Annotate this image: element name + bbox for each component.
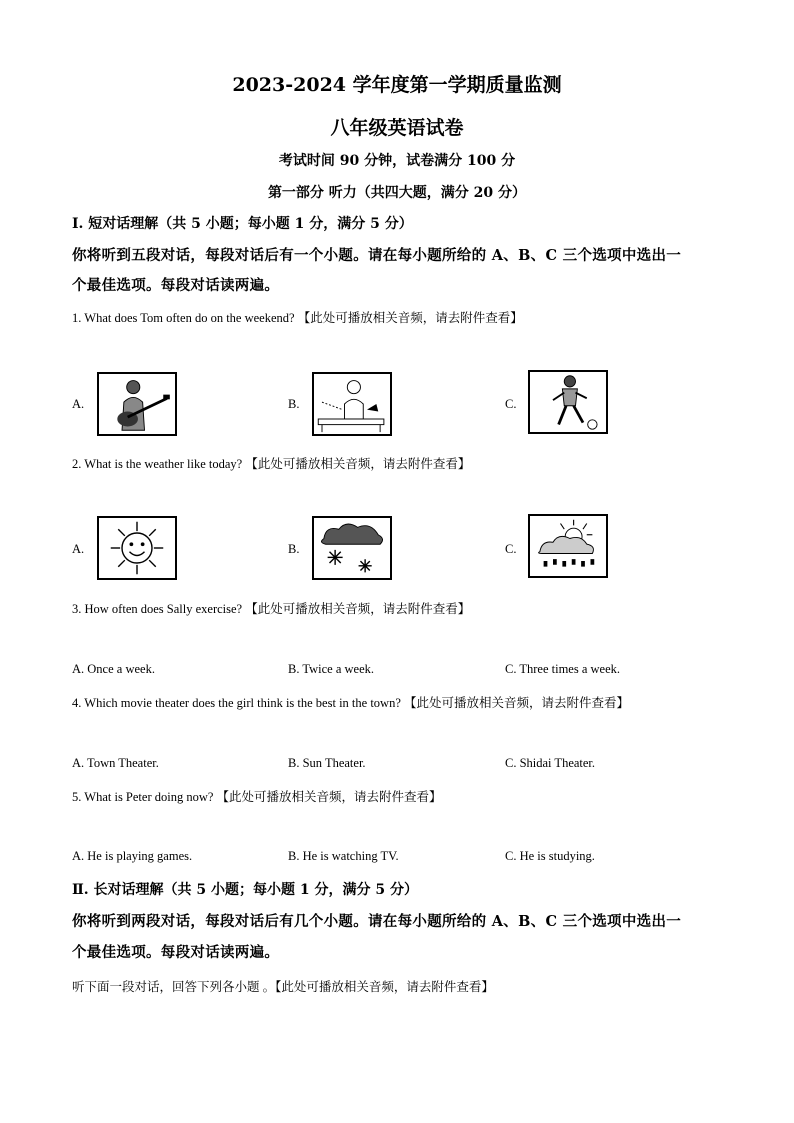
section2-heading: Ⅱ. 长对话理解（共 5 小题；每小题 1 分，满分 5 分） <box>72 882 419 898</box>
section2-instruction-line1: 你将听到两段对话，每段对话后有几个小题。请在每小题所给的 A、B、C 三个选项中选出一 <box>72 913 682 930</box>
person-at-desk-icon <box>312 372 392 436</box>
q3-option-b: B. Twice a week. <box>288 662 375 676</box>
sunny-icon <box>97 516 177 580</box>
q3-option-a: A. Once a week. <box>72 662 155 676</box>
question-3-text: 3. How often does Sally exercise? 【此处可播放相关音频，请去附件查看】 <box>72 602 471 616</box>
exam-info: 考试时间 90 分钟，试卷满分 100 分 <box>278 153 516 169</box>
exam-title: 2023-2024 学年度第一学期质量监测 <box>232 74 562 96</box>
q4-option-c: C. Shidai Theater. <box>505 756 596 770</box>
question-5-text: 5. What is Peter doing now? 【此处可播放相关音频，请去附件查看】 <box>72 790 442 804</box>
q4-option-a: A. Town Theater. <box>72 756 159 770</box>
part-title: 第一部分 听力（共四大题，满分 20 分） <box>267 185 527 201</box>
q5-option-a: A. He is playing games. <box>72 849 193 863</box>
section1-instruction-line2: 个最佳选项。每段对话读两遍。 <box>72 277 280 294</box>
q1-option-c-label: C. <box>505 397 517 411</box>
q2-option-a-label: A. <box>72 542 85 556</box>
q5-option-c: C. He is studying. <box>505 849 595 863</box>
q2-option-c-label: C. <box>505 542 517 556</box>
section2-listen-note: 听下面一段对话，回答下列各小题 。【此处可播放相关音频，请去附件查看】 <box>72 980 494 994</box>
soccer-player-icon <box>528 370 608 434</box>
q1-option-b-label: B. <box>288 397 300 411</box>
question-2-text: 2. What is the weather like today? 【此处可播放相关音频，请去附件查看】 <box>72 457 471 471</box>
q4-option-b: B. Sun Theater. <box>288 756 366 770</box>
q2-option-b-label: B. <box>288 542 300 556</box>
q1-option-a-label: A. <box>72 397 85 411</box>
section2-instruction-line2: 个最佳选项。每段对话读两遍。 <box>72 944 280 961</box>
question-1-text: 1. What does Tom often do on the weekend? 【此处可播放相关音频，请去附件查看】 <box>72 311 523 325</box>
q3-option-c: C. Three times a week. <box>505 662 621 676</box>
sun-cloud-rain-icon <box>528 514 608 578</box>
snowy-icon <box>312 516 392 580</box>
section1-heading: I. 短对话理解（共 5 小题；每小题 1 分，满分 5 分） <box>72 216 413 232</box>
exam-subtitle: 八年级英语试卷 <box>330 117 464 139</box>
section1-instruction-line1: 你将听到五段对话，每段对话后有一个小题。请在每小题所给的 A、B、C 三个选项中选出一 <box>72 247 682 264</box>
guitar-player-icon <box>97 372 177 436</box>
question-4-text: 4. Which movie theater does the girl think is the best in the town? 【此处可播放相关音频，请去附件查看】 <box>72 696 629 710</box>
q5-option-b: B. He is watching TV. <box>288 849 399 863</box>
